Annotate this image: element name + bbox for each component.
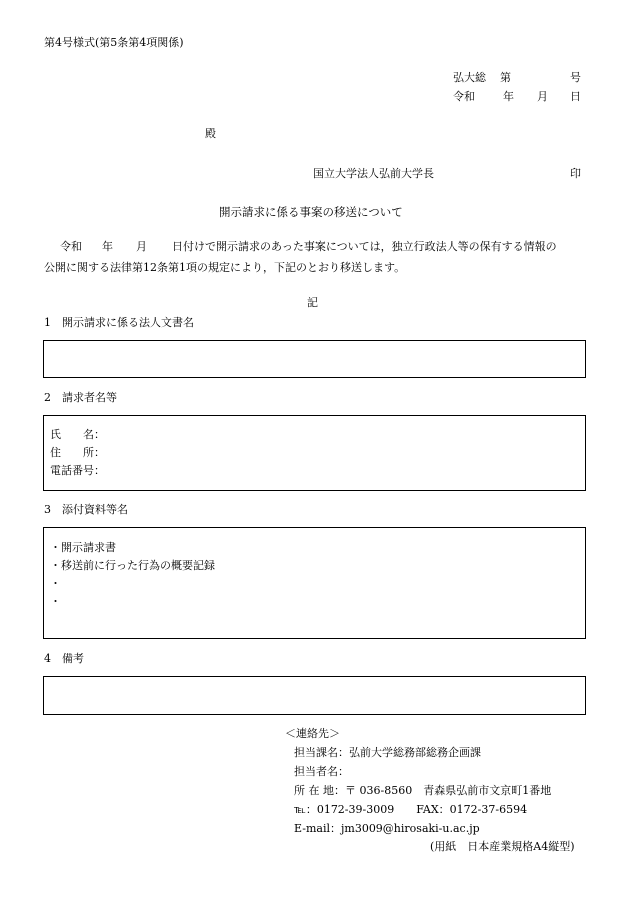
- contact-address: 所 在 地：〒 036-8560 青森県弘前市文京町1番地: [294, 784, 552, 797]
- section-2-number: 2: [44, 391, 51, 404]
- contact-heading: ＜連絡先＞: [285, 727, 340, 740]
- ref-month: 月: [537, 90, 548, 103]
- contact-email: E-mail：jm3009@hirosaki-u.ac.jp: [294, 822, 480, 835]
- section-2-title: 請求者名等: [62, 391, 117, 404]
- section-4-title: 備考: [62, 652, 84, 665]
- requester-address-label: 住 所：: [50, 446, 105, 459]
- paper-size-note: (用紙 日本産業規格A4縦型): [430, 840, 575, 853]
- attachments-box: [43, 527, 586, 639]
- requester-phone-label: 電話番号：: [50, 464, 105, 477]
- form-label: 第4号様式(第5条第4項関係): [44, 36, 184, 49]
- sender-name: 国立大学法人弘前大学長: [313, 167, 434, 180]
- document-name-box: [43, 340, 586, 378]
- body-era: 令和: [60, 240, 82, 253]
- requester-name-label: 氏 名：: [50, 428, 105, 441]
- attachment-item: ・開示請求書: [50, 541, 116, 554]
- body-line2-text: 公開に関する法律第12条第1項の規定により，下記のとおり移送します。: [44, 261, 406, 274]
- ref-office: 弘大総: [453, 71, 486, 84]
- section-1-number: 1: [44, 316, 51, 329]
- addressee: 殿: [205, 127, 216, 140]
- remarks-box: [43, 676, 586, 715]
- section-1-title: 開示請求に係る法人文書名: [62, 316, 194, 329]
- body-line1-text: 日付けで開示請求のあった事案については，独立行政法人等の保有する情報の: [172, 240, 557, 253]
- section-3-title: 添付資料等名: [62, 503, 128, 516]
- ref-year: 年: [503, 90, 514, 103]
- ref-era: 令和: [453, 90, 475, 103]
- contact-department: 担当課名：弘前大学総務部総務企画課: [294, 746, 481, 759]
- ref-go: 号: [570, 71, 581, 84]
- ref-day: 日: [570, 90, 581, 103]
- contact-person: 担当者名：: [294, 765, 349, 778]
- seal-mark: 印: [570, 167, 581, 180]
- document-title: 開示請求に係る事案の移送について: [219, 205, 403, 219]
- section-4-number: 4: [44, 652, 51, 665]
- attachment-item: ・移送前に行った行為の概要記録: [50, 559, 215, 572]
- attachment-item: ・: [50, 595, 61, 608]
- contact-phone-fax: ℡：0172-39-3009 FAX：0172-37-6594: [294, 803, 528, 816]
- body-month: 月: [136, 240, 147, 253]
- requester-box: [43, 415, 586, 491]
- section-3-number: 3: [44, 503, 51, 516]
- ref-dai: 第: [500, 71, 511, 84]
- body-year: 年: [102, 240, 113, 253]
- attachment-item: ・: [50, 577, 61, 590]
- ki-heading: 記: [307, 296, 318, 309]
